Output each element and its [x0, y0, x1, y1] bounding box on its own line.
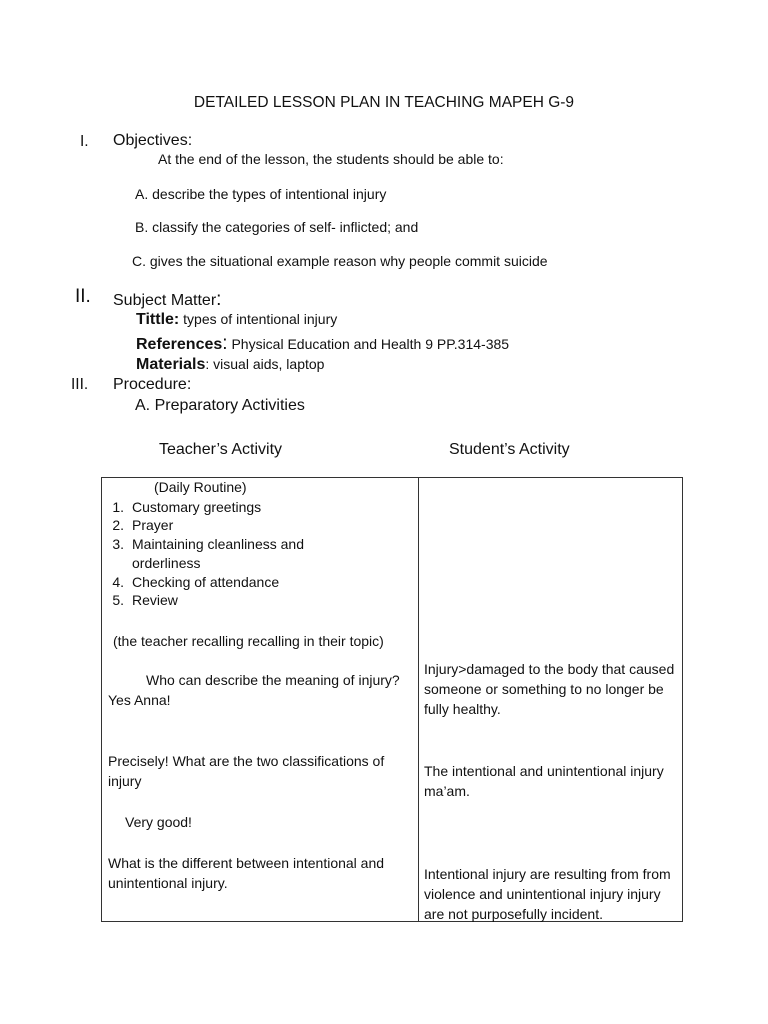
routine-item-text: Maintaining cleanliness and	[132, 536, 304, 552]
student-answer-classifications: The intentional and unintentional injury ma’am.	[424, 763, 664, 799]
materials-line	[136, 356, 324, 374]
teacher-recall-note: (the teacher recalling recalling in their topic)	[113, 633, 384, 649]
routine-item-text: Checking of attendance	[132, 574, 280, 590]
materials-label: Materials	[136, 356, 206, 373]
routine-item-number: 4.	[112, 574, 124, 590]
routine-item-text: Prayer	[132, 517, 174, 533]
routine-item-text: Customary greetings	[132, 499, 262, 515]
routine-item	[102, 498, 261, 517]
routine-item-number: 3.	[112, 536, 124, 552]
student-answer-difference: Intentional injury are resulting from from violence and unintentional injury injury are not purposefully incident.	[424, 866, 671, 922]
references-line	[136, 333, 509, 355]
objective-item-c: C. gives the situational example reason why people commit suicide	[132, 253, 548, 269]
references-label: References	[136, 336, 223, 353]
materials-value: : visual aids, laptop	[205, 356, 325, 372]
objective-item-b: B. classify the categories of self- inflicted; and	[135, 219, 419, 235]
subject-matter-heading-text: Subject Matter	[113, 292, 217, 309]
references-value: Physical Education and Health 9 PP.314-385	[227, 336, 510, 352]
student-activity-header: Student’s Activity	[449, 441, 570, 458]
title-label: Tittle:	[136, 311, 180, 328]
teacher-question-classifications: Precisely! What are the two classifications of injury	[108, 753, 385, 789]
routine-item	[102, 554, 200, 573]
references-colon: :	[222, 333, 228, 354]
routine-item	[102, 591, 178, 610]
document-title: DETAILED LESSON PLAN IN TEACHING MAPEH G-9	[193, 94, 575, 111]
subject-matter-numeral: II.	[75, 286, 91, 307]
teacher-question-meaning: Who can describe the meaning of injury? Yes Anna!	[108, 672, 400, 708]
routine-item-text: orderliness	[132, 555, 201, 571]
procedure-heading: Procedure:	[113, 376, 192, 393]
procedure-numeral: III.	[71, 376, 89, 393]
teacher-activity-header: Teacher’s Activity	[159, 441, 283, 458]
routine-item-text: Review	[132, 592, 178, 608]
routine-item-number: 1.	[112, 499, 124, 515]
activity-table	[101, 477, 683, 922]
teacher-praise: Very good!	[125, 814, 192, 830]
daily-routine-label: (Daily Routine)	[154, 479, 247, 495]
routine-item	[102, 516, 173, 535]
routine-item-number: 5.	[112, 592, 124, 608]
routine-item	[102, 535, 304, 554]
routine-item-number: 2.	[112, 517, 124, 533]
teacher-question-difference: What is the different between intentional and unintentional injury.	[108, 855, 385, 891]
objectives-heading: Objectives:	[113, 132, 193, 149]
objectives-intro: At the end of the lesson, the students should be able to:	[158, 151, 504, 167]
objectives-numeral: I.	[80, 133, 89, 150]
objective-item-a: A. describe the types of intentional injury	[135, 186, 387, 202]
table-column-divider	[418, 478, 419, 921]
subject-matter-heading	[113, 289, 221, 311]
preparatory-activities-heading: A. Preparatory Activities	[135, 397, 305, 414]
subject-matter-colon: :	[216, 289, 222, 310]
title-line	[136, 311, 337, 329]
student-answer-meaning: Injury>damaged to the body that caused someone or something to no longer be fully healthy.	[424, 661, 675, 717]
routine-item	[102, 573, 279, 592]
title-value: types of intentional injury	[179, 311, 338, 327]
